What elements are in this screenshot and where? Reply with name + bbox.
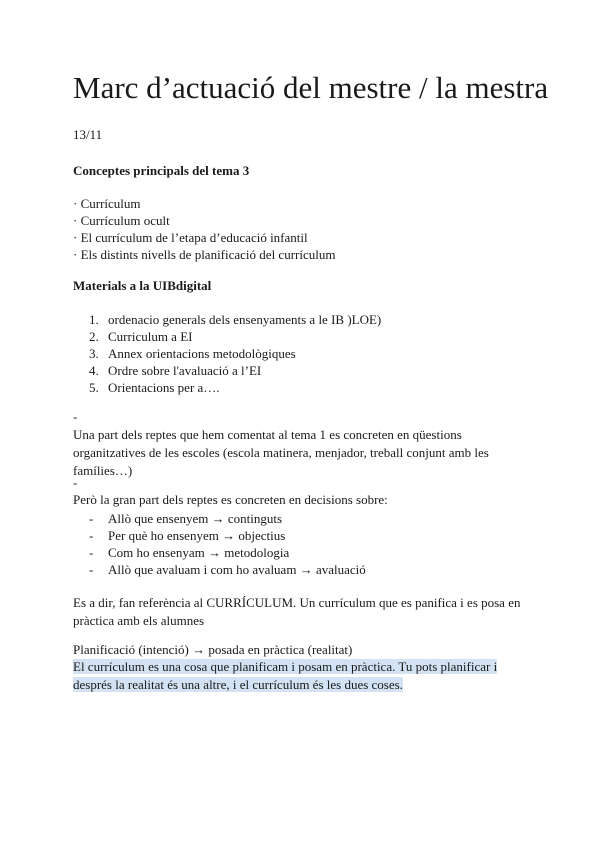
section-heading-materials: Materials a la UIBdigital xyxy=(73,278,212,293)
list-item xyxy=(73,510,366,527)
list-item: · El currículum de l’etapa d’educació infantil xyxy=(73,230,308,245)
dash-marker: - xyxy=(89,562,94,577)
concepts-list xyxy=(73,195,335,263)
dash-marker: - xyxy=(73,409,78,424)
item-text: Ordre sobre l'avaluació a l’EI xyxy=(108,363,262,378)
section-heading-concepts: Conceptes principals del tema 3 xyxy=(73,163,250,178)
item-number: 2. xyxy=(89,329,99,344)
dash-marker: - xyxy=(89,511,94,526)
list-item xyxy=(73,379,381,396)
item-text: Curriculum a EI xyxy=(108,329,193,344)
list-item xyxy=(73,527,366,544)
decisions-list xyxy=(73,510,366,578)
paragraph-challenges: Una part dels reptes que hem comentat al tema 1 es concreten en qüestions organitzatives de les escoles (escola matinera, menjador, treball conjunt amb les famílies…) xyxy=(73,427,489,478)
item-text: ordenacio generals dels ensenyaments a le IB )LOE) xyxy=(108,312,382,327)
paragraph-curriculum: Es a dir, fan referència al CURRÍCULUM. Un currículum que es panifica i es posa en pràctica amb els alumnes xyxy=(73,595,521,628)
paragraph-decisions-intro: Però la gran part dels reptes es concreten en decisions sobre: xyxy=(73,492,388,507)
dash-marker: - xyxy=(89,528,94,543)
paragraph-planning: Planificació (intenció) → posada en pràctica (realitat) xyxy=(73,642,353,657)
list-item xyxy=(73,311,381,328)
item-number: 4. xyxy=(89,363,99,378)
item-number: 3. xyxy=(89,346,99,361)
item-number: 5. xyxy=(89,380,99,395)
item-text: Com ho ensenyam → metodologia xyxy=(108,545,290,560)
dash-marker: - xyxy=(89,545,94,560)
list-item xyxy=(73,544,366,561)
list-item xyxy=(73,345,381,362)
list-item xyxy=(73,328,381,345)
date: 13/11 xyxy=(73,127,103,142)
highlighted-text: El currículum es una cosa que planificam i posam en pràctica. Tu pots planificar i després la realitat és una altre, i el currículum és les dues coses. xyxy=(73,659,498,692)
list-item: · Currículum xyxy=(73,196,141,211)
item-text: Annex orientacions metodològiques xyxy=(108,346,296,361)
page-title: Marc d’actuació del mestre / la mestra xyxy=(73,70,549,105)
item-text: Allò que ensenyem → continguts xyxy=(108,511,283,526)
dash-marker: - xyxy=(73,475,78,490)
list-item: · Els distints nivells de planificació del currículum xyxy=(73,247,336,262)
list-item xyxy=(73,561,366,578)
materials-list xyxy=(73,311,381,396)
item-number: 1. xyxy=(89,312,99,327)
list-item xyxy=(73,362,381,379)
item-text: Orientacions per a…. xyxy=(108,380,220,395)
highlighted-paragraph xyxy=(73,658,523,694)
item-text: Allò que avaluam i com ho avaluam → avaluació xyxy=(108,562,366,577)
item-text: Per què ho ensenyem → objectius xyxy=(108,528,286,543)
list-item: · Currículum ocult xyxy=(73,213,170,228)
